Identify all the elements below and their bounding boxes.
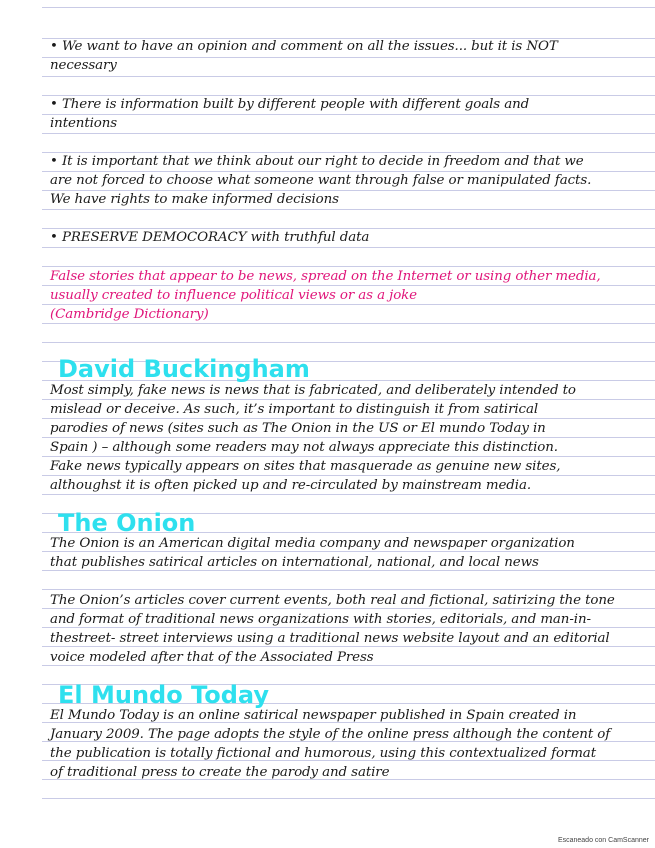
heading-el-mundo-today: El Mundo Today: [58, 681, 270, 709]
heading-david-buckingham: David Buckingham: [58, 355, 310, 383]
bullet-rights: • It is important that we think about our right to decide in freedom and that we are not forced to choose what someone want through false or manipulated facts. We have rights to make informed decisions: [50, 154, 592, 207]
bottom-margin: [0, 812, 655, 848]
onion-text-intro: The Onion is an American digital media company and newspaper organization that publishes satirical articles on international, national, and local news: [50, 536, 575, 570]
definition-text: False stories that appear to be news, spread on the Internet or using other media, usually created to influence political views or as a joke (Cambridge Dictionary): [50, 269, 601, 322]
bullet-democracy: • PRESERVE DEMOCORACY with truthful data: [50, 230, 370, 245]
mundo-text: El Mundo Today is an online satirical newspaper published in Spain created in January 2009. The page adopts the style of the online press although the content of the publication is totally fictional and humorous, using this contextualized format of traditional press to create the parody and satire: [50, 708, 611, 780]
bullet-information: • There is information built by different people with different goals and intentions: [50, 97, 530, 131]
bullet-opinion: • We want to have an opinion and comment on all the issues... but it is NOT necessary: [50, 39, 558, 73]
heading-the-onion: The Onion: [58, 509, 196, 537]
buckingham-text: Most simply, fake news is news that is fabricated, and deliberately intended to mislead or deceive. As such, it’s important to distinguish it from satirical parodies of news (sites such as The Onion in the US or El mundo Today in Spain ) – although some readers may not always appreciate this distinction. Fake news typically appears on sites that masquerade as genuine new sites, althoughst it is often picked up and re-circulated by mainstream media.: [50, 383, 576, 493]
scanner-watermark: Escaneado con CamScanner: [557, 837, 649, 844]
left-margin: [0, 0, 42, 810]
onion-text-articles: The Onion’s articles cover current events, both real and fictional, satirizing the tone and format of traditional news organizations with stories, editorials, and man-in- thestreet- street interviews using a traditional news website layout and an editorial voice modeled after that of the Associated Press: [50, 593, 615, 665]
